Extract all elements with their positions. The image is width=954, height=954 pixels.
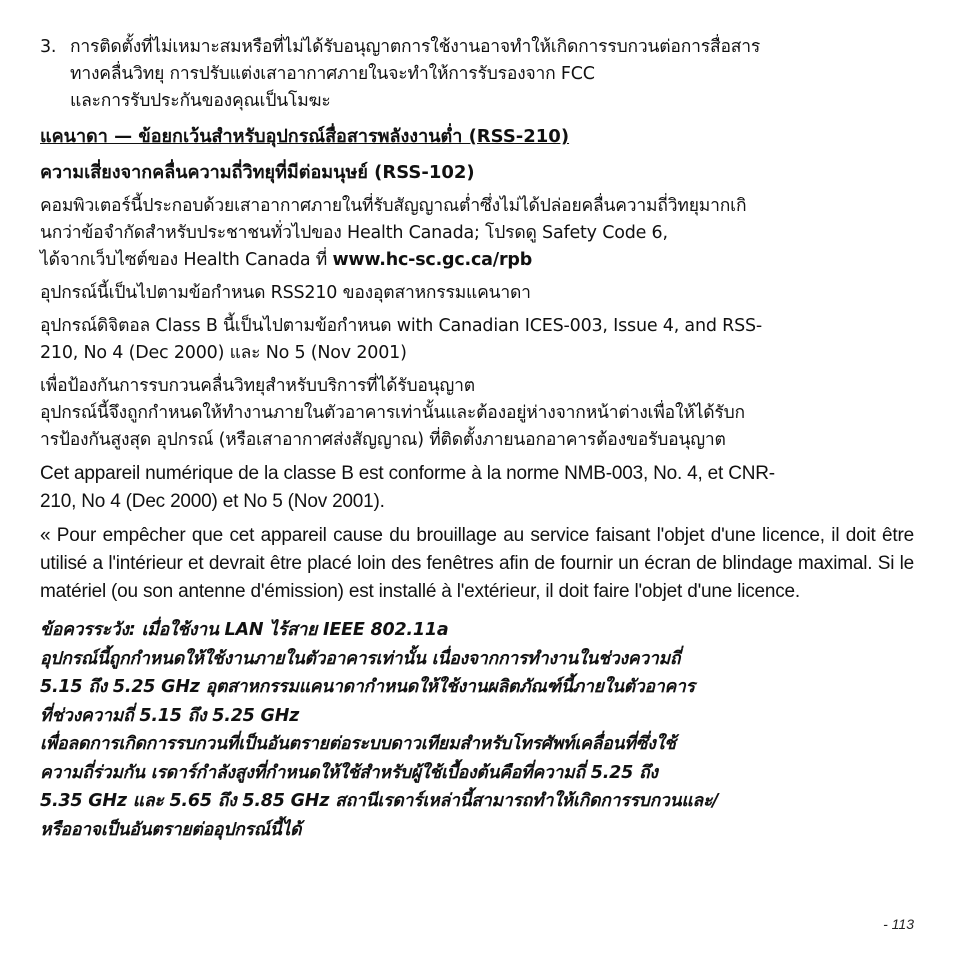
text-line bbox=[40, 247, 914, 274]
paragraph-licensed-service bbox=[40, 373, 914, 454]
text-line: 5.15 ถึง 5.25 GHz อุตสาหกรรมแคนาดากำหนดให้ใช้งานผลิตภัณฑ์นี้ภายในตัวอาคาร bbox=[40, 677, 695, 697]
paragraph-french-class-b bbox=[40, 460, 914, 516]
text-line: ทางคลื่นวิทยุ การปรับแต่งเสาอากาศภายในจะทำให้การรับรองจาก FCC bbox=[70, 64, 595, 84]
text-line: และการรับประกันของคุณเป็นโมฆะ bbox=[70, 91, 331, 111]
section-heading-canada: แคนาดา — ข้อยกเว้นสำหรับอุปกรณ์สื่อสารพลังงานต่ำ (RSS-210) bbox=[40, 126, 570, 147]
text-line: 210, No 4 (Dec 2000) et No 5 (Nov 2001). bbox=[40, 491, 385, 512]
paragraph-rss210: อุปกรณ์นี้เป็นไปตามข้อกำหนด RSS210 ของอุตสาหกรรมแคนาดา bbox=[40, 283, 531, 303]
text-line: เพื่อป้องกันการรบกวนคลื่นวิทยุสำหรับบริการที่ได้รับอนุญาต bbox=[40, 376, 475, 396]
text-line: อุปกรณ์ดิจิตอล Class B นี้เป็นไปตามข้อกำหนด with Canadian ICES-003, Issue 4, and RSS- bbox=[40, 316, 763, 336]
list-number: 3. bbox=[40, 37, 57, 57]
text-line: 5.35 GHz และ 5.65 ถึง 5.85 GHz สถานีเรดาร์เหล่านี้สามารถทำให้เกิดการรบกวนและ/ bbox=[40, 791, 719, 811]
text-fragment: ได้จากเว็บไซต์ของ Health Canada ที่ bbox=[40, 250, 333, 270]
text-line: ารป้องกันสูงสุด อุปกรณ์ (หรือเสาอากาศส่งสัญญาณ) ที่ติดตั้งภายนอกอาคารต้องขอรับอนุญาต bbox=[40, 430, 726, 450]
warning-ieee-802-11a bbox=[40, 616, 914, 844]
text-line: อุปกรณ์นี้ถูกกำหนดให้ใช้งานภายในตัวอาคารเท่านั้น เนื่องจากการทำงานในช่วงความถี่ bbox=[40, 648, 681, 669]
paragraph-french-licence: « Pour empêcher que cet appareil cause du brouillage au service faisant l'objet d'une licence, il doit être utilisé a l'intérieur et devrait être placé loin des fenêtres afin de fournir un écran de blindage maximal. Si le matériel (ou son antenne d'émission) est installé à l'extérieur, il doit faire l'objet d'une licence. bbox=[40, 525, 914, 602]
text-line: 210, No 4 (Dec 2000) และ No 5 (Nov 2001) bbox=[40, 343, 407, 363]
paragraph-computer-antenna bbox=[40, 193, 914, 274]
text-line: คอมพิวเตอร์นี้ประกอบด้วยเสาอากาศภายในที่รับสัญญาณต่ำซึ่งไม่ได้ปล่อยคลื่นความถี่วิทยุมากเกิ bbox=[40, 196, 747, 216]
text-line: การติดตั้งที่ไม่เหมาะสมหรือที่ไม่ได้รับอนุญาตการใช้งานอาจทำให้เกิดการรบกวนต่อการสื่อสาร bbox=[70, 37, 761, 57]
text-line: อุปกรณ์นี้จึงถูกกำหนดให้ทำงานภายในตัวอาคารเท่านั้นและต้องอยู่ห่างจากหน้าต่างเพื่อให้ได้รับก bbox=[40, 403, 745, 423]
section-heading-rss102: ความเสี่ยงจากคลื่นความถี่วิทยุที่มีต่อมนุษย์ (RSS-102) bbox=[40, 162, 475, 183]
page-number: - 113 bbox=[883, 916, 914, 932]
text-line: นกว่าข้อจำกัดสำหรับประชาชนทั่วไปของ Health Canada; โปรดดู Safety Code 6, bbox=[40, 223, 668, 243]
paragraph-digital-class-b bbox=[40, 313, 914, 367]
text-line: Cet appareil numérique de la classe B est conforme à la norme NMB-003, No. 4, et CNR- bbox=[40, 463, 775, 484]
hc-url-link[interactable]: www.hc-sc.gc.ca/rpb bbox=[332, 250, 533, 270]
document-page bbox=[40, 34, 914, 844]
text-line: เพื่อลดการเกิดการรบกวนที่เป็นอันตรายต่อระบบดาวเทียมสำหรับโทรศัพท์เคลื่อนที่ซึ่งใช้ bbox=[40, 734, 676, 754]
list-item-3 bbox=[40, 34, 914, 115]
list-item-text bbox=[70, 34, 914, 115]
text-line: หรืออาจเป็นอันตรายต่ออุปกรณ์นี้ได้ bbox=[40, 819, 302, 840]
text-line: ที่ช่วงความถี่ 5.15 ถึง 5.25 GHz bbox=[40, 705, 300, 726]
warning-title: ข้อควรระวัง: เมื่อใช้งาน LAN ไร้สาย IEEE 802.11a bbox=[40, 620, 449, 640]
text-line: ความถี่ร่วมกัน เรดาร์กำลังสูงที่กำหนดให้ใช้สำหรับผู้ใช้เบื้องต้นคือที่ความถี่ 5.25 ถึง bbox=[40, 762, 658, 783]
